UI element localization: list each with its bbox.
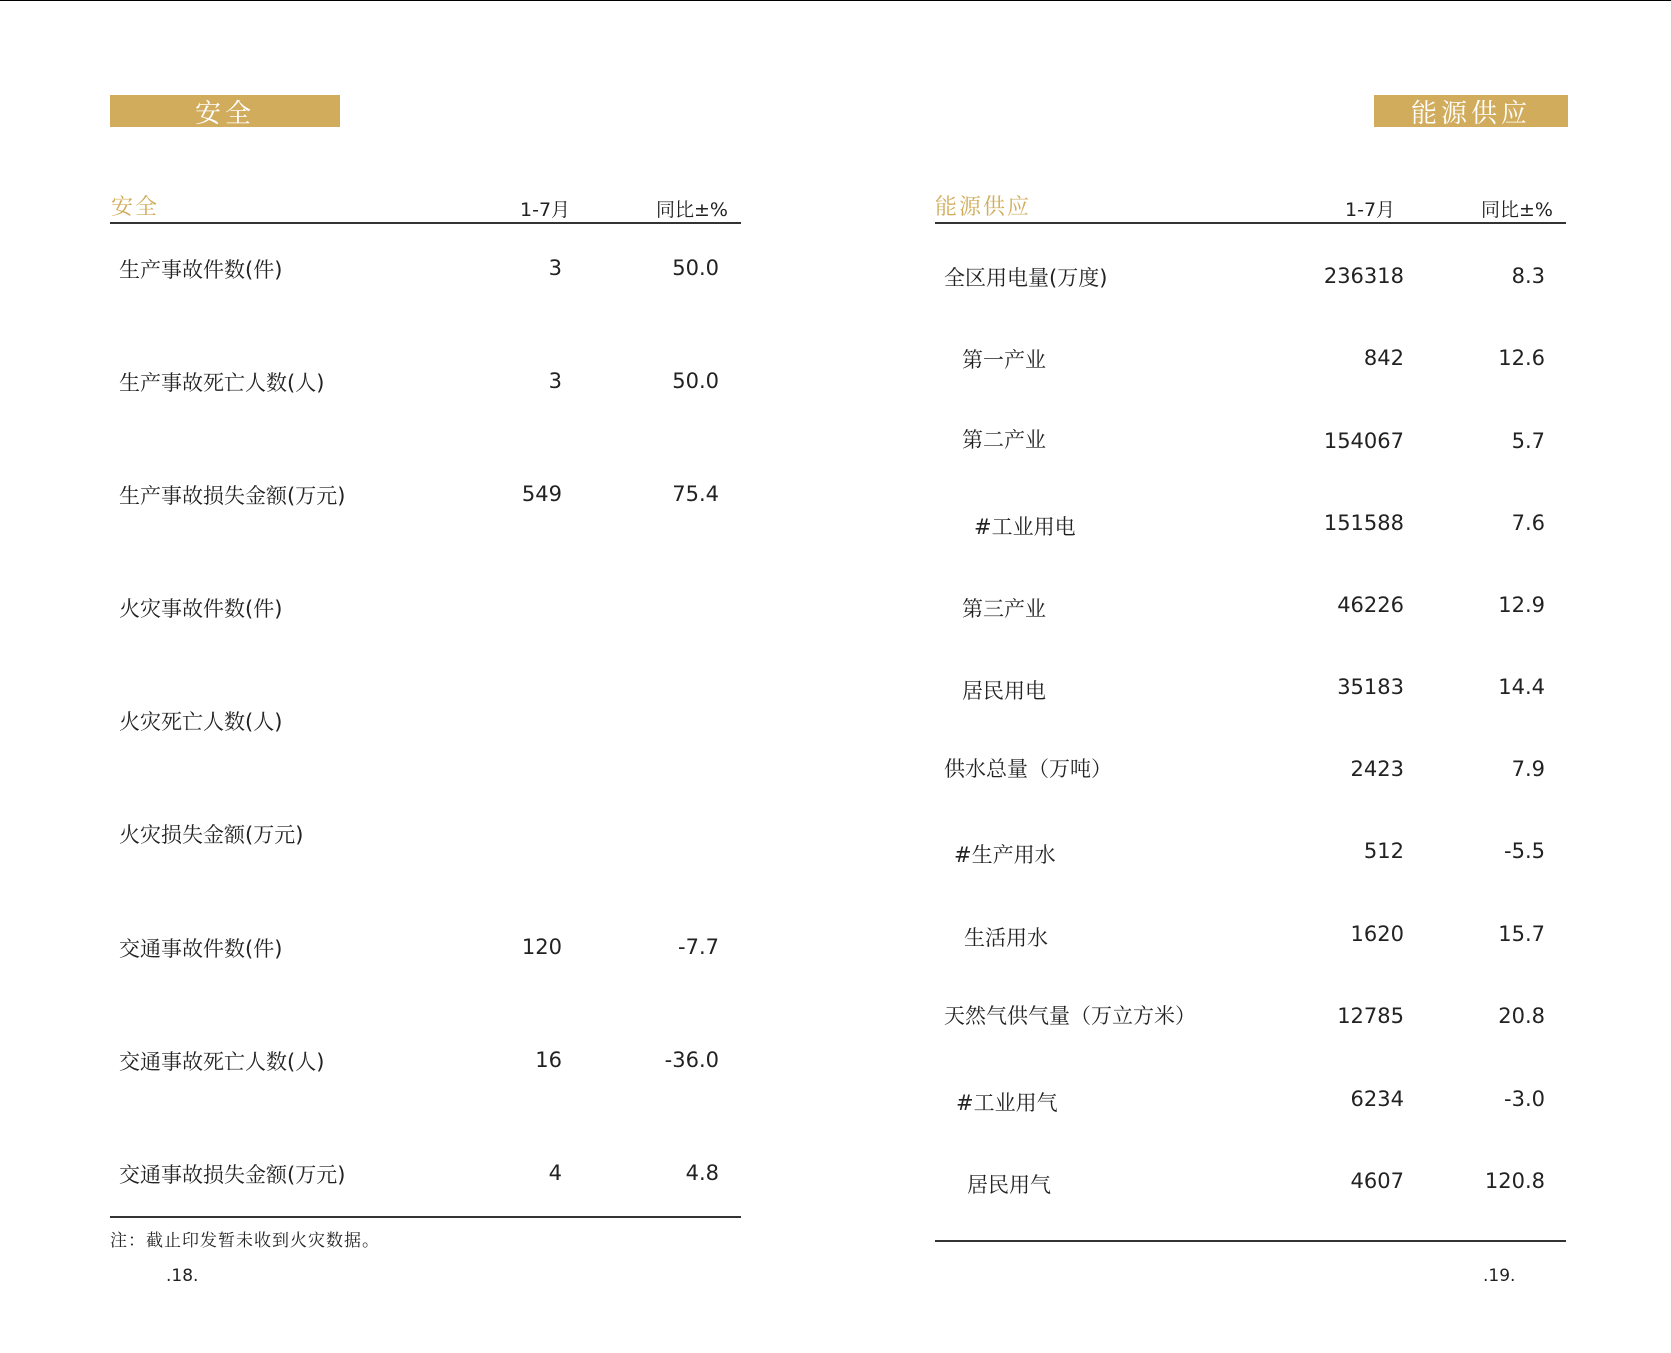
- row-label: 第一产业: [962, 348, 1046, 372]
- row-label: 第三产业: [962, 597, 1046, 621]
- row-value-yoy: 12.9: [1498, 593, 1545, 617]
- row-value-period: 236318: [1323, 264, 1404, 288]
- row-value-period: 16: [535, 1048, 562, 1072]
- row-label: 生产事故死亡人数(人): [119, 371, 325, 395]
- row-value-period: 549: [521, 482, 562, 506]
- row-label: 居民用气: [967, 1173, 1051, 1197]
- row-label: 火灾事故件数(件): [119, 597, 283, 621]
- row-label: 交通事故死亡人数(人): [119, 1050, 325, 1074]
- row-value-yoy: 120.8: [1484, 1169, 1545, 1193]
- row-label: 火灾死亡人数(人): [119, 710, 283, 734]
- row-value-period: 4: [548, 1161, 562, 1185]
- row-value-period: 120: [521, 935, 562, 959]
- row-value-yoy: 5.7: [1511, 429, 1545, 453]
- row-label: #生产用水: [954, 843, 1056, 867]
- row-value-period: 35183: [1337, 675, 1404, 699]
- row-value-period: 3: [548, 369, 562, 393]
- section-banner-safety: 安全: [110, 95, 340, 127]
- row-value-yoy: 50.0: [672, 256, 719, 280]
- row-label: 全区用电量(万度): [944, 266, 1108, 290]
- row-label: 供水总量（万吨）: [944, 757, 1112, 781]
- row-value-period: 3: [548, 256, 562, 280]
- header-rule: [935, 222, 1566, 224]
- page-number-right: .19.: [1483, 1266, 1516, 1286]
- footnote: 注：截止印发暂未收到火灾数据。: [110, 1231, 380, 1251]
- row-label: #工业用电: [974, 515, 1076, 539]
- row-label: 天然气供气量（万立方米）: [944, 1004, 1196, 1028]
- row-value-yoy: 7.6: [1511, 511, 1545, 535]
- column-header-period: 1-7月: [1345, 199, 1396, 221]
- row-value-yoy: 50.0: [672, 369, 719, 393]
- footer-rule: [935, 1240, 1566, 1242]
- row-value-period: 1620: [1350, 922, 1404, 946]
- row-value-yoy: -3.0: [1504, 1087, 1545, 1111]
- row-value-yoy: 14.4: [1498, 675, 1545, 699]
- section-banner-energy: 能源供应: [1374, 95, 1568, 127]
- header-rule: [110, 222, 741, 224]
- row-value-yoy: 4.8: [685, 1161, 719, 1185]
- row-label: 交通事故件数(件): [119, 937, 283, 961]
- row-value-yoy: 75.4: [672, 482, 719, 506]
- row-label: 生活用水: [964, 926, 1048, 950]
- table-title-energy: 能源供应: [935, 195, 1032, 220]
- row-value-yoy: 20.8: [1498, 1004, 1545, 1028]
- row-value-period: 151588: [1323, 511, 1404, 535]
- table-title-safety: 安全: [111, 195, 160, 220]
- row-label: 居民用电: [962, 679, 1046, 703]
- row-value-yoy: 12.6: [1498, 346, 1545, 370]
- row-value-period: 12785: [1337, 1004, 1404, 1028]
- footer-rule: [110, 1216, 741, 1218]
- row-value-period: 4607: [1350, 1169, 1404, 1193]
- row-value-yoy: -5.5: [1504, 839, 1545, 863]
- row-value-yoy: -36.0: [664, 1048, 719, 1072]
- row-value-yoy: -7.7: [678, 935, 719, 959]
- row-value-yoy: 7.9: [1511, 757, 1545, 781]
- row-value-period: 154067: [1323, 429, 1404, 453]
- row-value-period: 46226: [1337, 593, 1404, 617]
- column-header-yoy: 同比±%: [1481, 199, 1553, 221]
- row-label: 生产事故件数(件): [119, 258, 283, 282]
- row-label: 火灾损失金额(万元): [119, 823, 304, 847]
- row-label: 交通事故损失金额(万元): [119, 1163, 346, 1187]
- row-label: 生产事故损失金额(万元): [119, 484, 346, 508]
- page-number-left: .18.: [166, 1266, 199, 1286]
- row-value-yoy: 8.3: [1511, 264, 1545, 288]
- top-border: [0, 0, 1672, 1]
- column-header-period: 1-7月: [520, 199, 571, 221]
- row-label: 第二产业: [962, 428, 1046, 452]
- row-value-period: 6234: [1350, 1087, 1404, 1111]
- row-value-period: 2423: [1350, 757, 1404, 781]
- row-value-period: 512: [1363, 839, 1404, 863]
- column-header-yoy: 同比±%: [656, 199, 728, 221]
- row-value-period: 842: [1363, 346, 1404, 370]
- row-value-yoy: 15.7: [1498, 922, 1545, 946]
- row-label: #工业用气: [956, 1091, 1058, 1115]
